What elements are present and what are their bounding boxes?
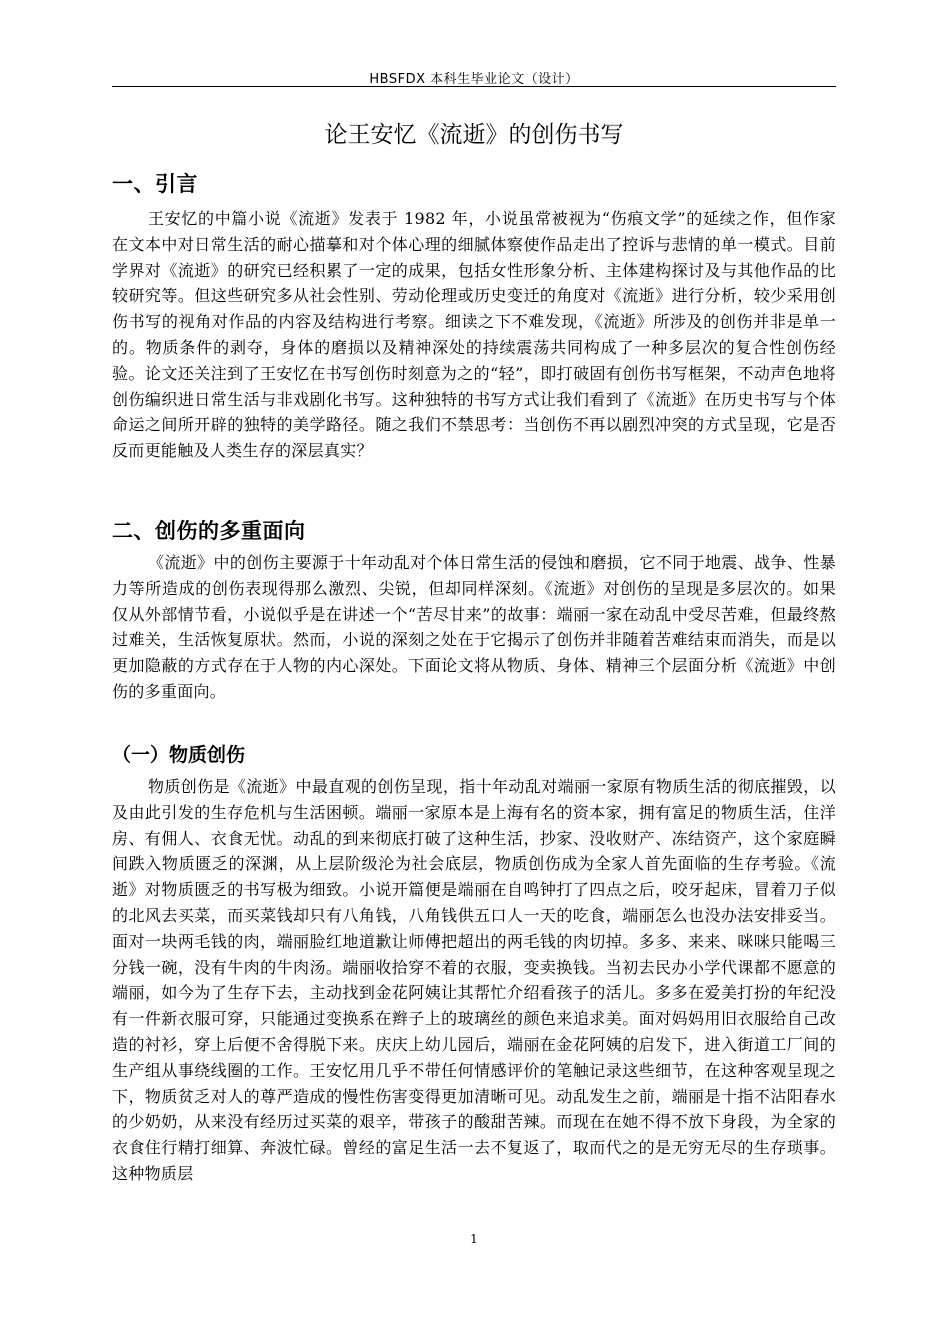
page-number: 1 [470,1232,478,1246]
trauma-paragraph: 《流逝》中的创伤主要源于十年动乱对个体日常生活的侵蚀和磨损，它不同于地震、战争、性暴力等所造成的创伤表现得那么激烈、尖锐，但却同样深刻。《流逝》对创伤的呈现是多层次的。如果仅从外部情节看，小说似乎是在讲述一个“苦尽甘来”的故事：端丽一家在动乱中受尽苦难，但最终熬过难关，生活恢复原状。然而，小说的深刻之处在于它揭示了创伤并非随着苦难结束而消失，而是以更加隐蔽的方式存在于人物的内心深处。下面论文将从物质、身体、精神三个层面分析《流逝》中创伤的多重面向。 [112,553,836,701]
section-heading-intro: 一、引言 [112,172,198,196]
header-divider [112,86,836,87]
intro-paragraph: 王安忆的中篇小说《流逝》发表于 1982 年，小说虽常被视为“伤痕文学”的延续之作，但作家在文本中对日常生活的耐心描摹和对个体心理的细腻体察使作品走出了控诉与悲情的单一模式。目前学界对《流逝》的研究已经积累了一定的成果，包括女性形象分析、主体建构探讨及与其他作品的比较研究等。但这些研究多从社会性别、劳动伦理或历史变迁的角度对《流逝》进行分析，较少采用创伤书写的视角对作品的内容及结构进行考察。细读之下不难发现，《流逝》所涉及的创伤并非是单一的。物质条件的剥夺，身体的磨损以及精神深处的持续震荡共同构成了一种多层次的复合性创伤经验。论文还关注到了王安忆在书写创伤时刻意为之的“轻”，即打破固有创伤书写框架，不动声色地将创伤编织进日常生活与非戏剧化书写。这种独特的书写方式让我们看到了《流逝》在历史书写与个体命运之间所开辟的独特的美学路径。随之我们不禁思考：当创伤不再以剧烈冲突的方式呈现，它是否反而更能触及人类生存的深层真实？ [112,209,836,461]
paper-title: 论王安忆《流逝》的创伤书写 [324,122,624,148]
subsection-heading-material: （一）物质创伤 [112,744,246,766]
running-header: HBSFDX 本科生毕业论文（设计） [369,72,579,87]
material-trauma-paragraph: 物质创伤是《流逝》中最直观的创伤呈现，指十年动乱对端丽一家原有物质生活的彻底摧毁，以及由此引发的生存危机与生活困顿。端丽一家原本是上海有名的资本家，拥有富足的物质生活，住洋房、有佣人、衣食无忧。动乱的到来彻底打破了这种生活，抄家、没收财产、冻结资产，这个家庭瞬间跌入物质匮乏的深渊，从上层阶级沦为社会底层，物质创伤成为全家人首先面临的生存考验。《流逝》对物质匮乏的书写极为细致。小说开篇便是端丽在自鸣钟打了四点之后，咬牙起床，冒着刀子似的北风去买菜，而买菜钱却只有八角钱，八角钱供五口人一天的吃食，端丽怎么也没办法安排妥当。面对一块两毛钱的肉，端丽脸红地道歉让师傅把超出的两毛钱的肉切掉。多多、来来、咪咪只能喝三分钱一碗，没有牛肉的牛肉汤。端丽收拾穿不着的衣服，变卖换钱。当初去民办小学代课都不愿意的端丽，如今为了生存下去，主动找到金花阿姨让其帮忙介绍看孩子的活儿。多多在爱美打扮的年纪没有一件新衣服可穿，只能通过变换系在辫子上的玻璃丝的颜色来追求美。面对妈妈用旧衣服给自己改造的衬衫，穿上后便不舍得脱下来。庆庆上幼儿园后，端丽在金花阿姨的启发下，进入街道工厂间的生产组从事绕线圈的工作。王安忆用几乎不带任何情感评价的笔触记录这些细节，在这种客观呈现之下，物质贫乏对人的尊严造成的慢性伤害变得更加清晰可见。动乱发生之前，端丽是十指不沾阳春水的少奶奶，从来没有经历过买菜的艰辛，带孩子的酸甜苦辣。而现在在她不得不放下身段，为全家的衣食住行精打细算、奔波忙碌。曾经的富足生活一去不复返了，取而代之的是无穷无尽的生存琐事。这种物质层 [112,777,836,1183]
section-heading-trauma: 二、创伤的多重面向 [112,519,306,543]
